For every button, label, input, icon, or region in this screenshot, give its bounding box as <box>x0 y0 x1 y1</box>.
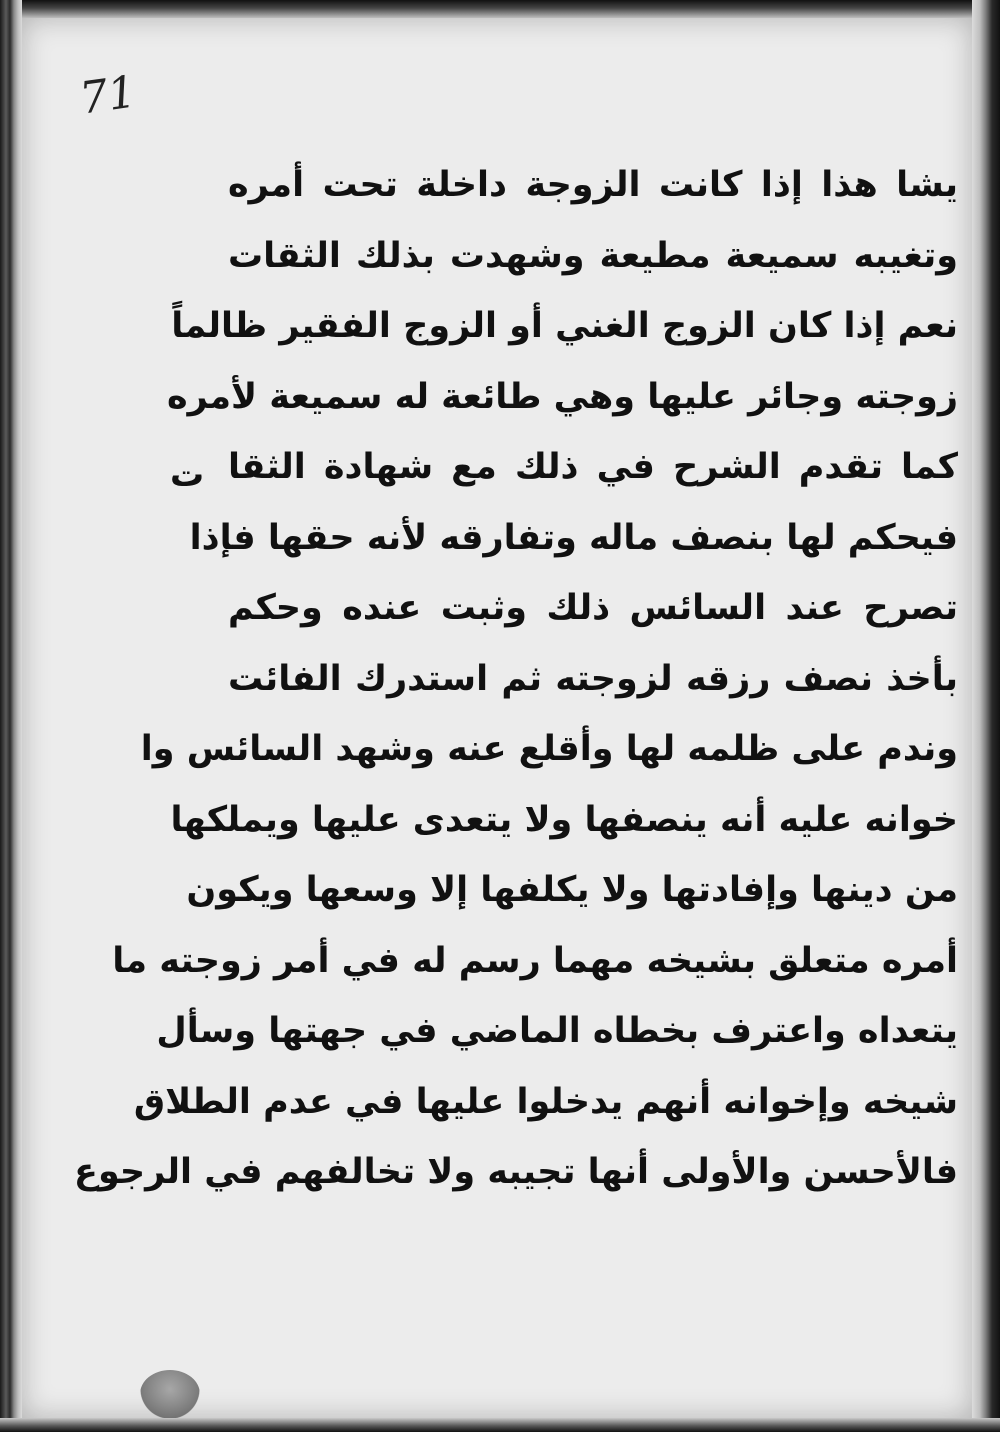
ink-stain <box>140 1370 200 1418</box>
folio-number: 71 <box>76 66 140 125</box>
text-line: خوانه عليه أنه ينصفها ولا يتعدى عليها ويملكها <box>170 799 958 840</box>
text-line: كما تقدم الشرح في ذلك مع شهادة الثقا <box>228 447 958 487</box>
text-line: من دينها وإفادتها ولا يكلفها إلا وسعها ويكون <box>186 870 958 910</box>
text-line: زوجته وجائر عليها وهي طائعة له سميعة لأمره <box>166 376 958 417</box>
text-line: وندم على ظلمه لها وأقلع عنه وشهد السائس وا <box>140 729 958 769</box>
text-line: يتعداه واعترف بخطاه الماضي في جهتها وسأل <box>156 1011 958 1051</box>
text-line: نعم إذا كان الزوج الغني أو الزوج الفقير ظالماً <box>171 306 958 346</box>
manuscript-text-block <box>74 150 958 1208</box>
text-line: فيحكم لها بنصف ماله وتفارقه لأنه حقها فإذا <box>189 517 958 558</box>
text-line: فالأحسن والأولى أنها تجيبه ولا تخالفهم في الرجوع <box>74 1152 958 1192</box>
text-line: بأخذ نصف رزقه لزوجته ثم استدرك الفائت <box>228 658 958 699</box>
book-binding-edge <box>0 0 22 1432</box>
text-line: تصرح عند السائس ذلك وثبت عنده وحكم <box>228 588 958 628</box>
text-line: أمره متعلق بشيخه مهما رسم له في أمر زوجته ما <box>112 940 958 981</box>
page-top-edge <box>0 0 1000 18</box>
text-line: وتغيبه سميعة مطيعة وشهدت بذلك الثقات <box>228 235 958 276</box>
text-line: شيخه وإخوانه أنهم يدخلوا عليها في عدم الطلاق <box>133 1081 958 1122</box>
page-bottom-edge <box>0 1418 1000 1432</box>
page-right-edge <box>972 0 1000 1432</box>
margin-note: ت <box>170 455 205 495</box>
text-line: يشا هذا إذا كانت الزوجة داخلة تحت أمره <box>228 165 958 205</box>
